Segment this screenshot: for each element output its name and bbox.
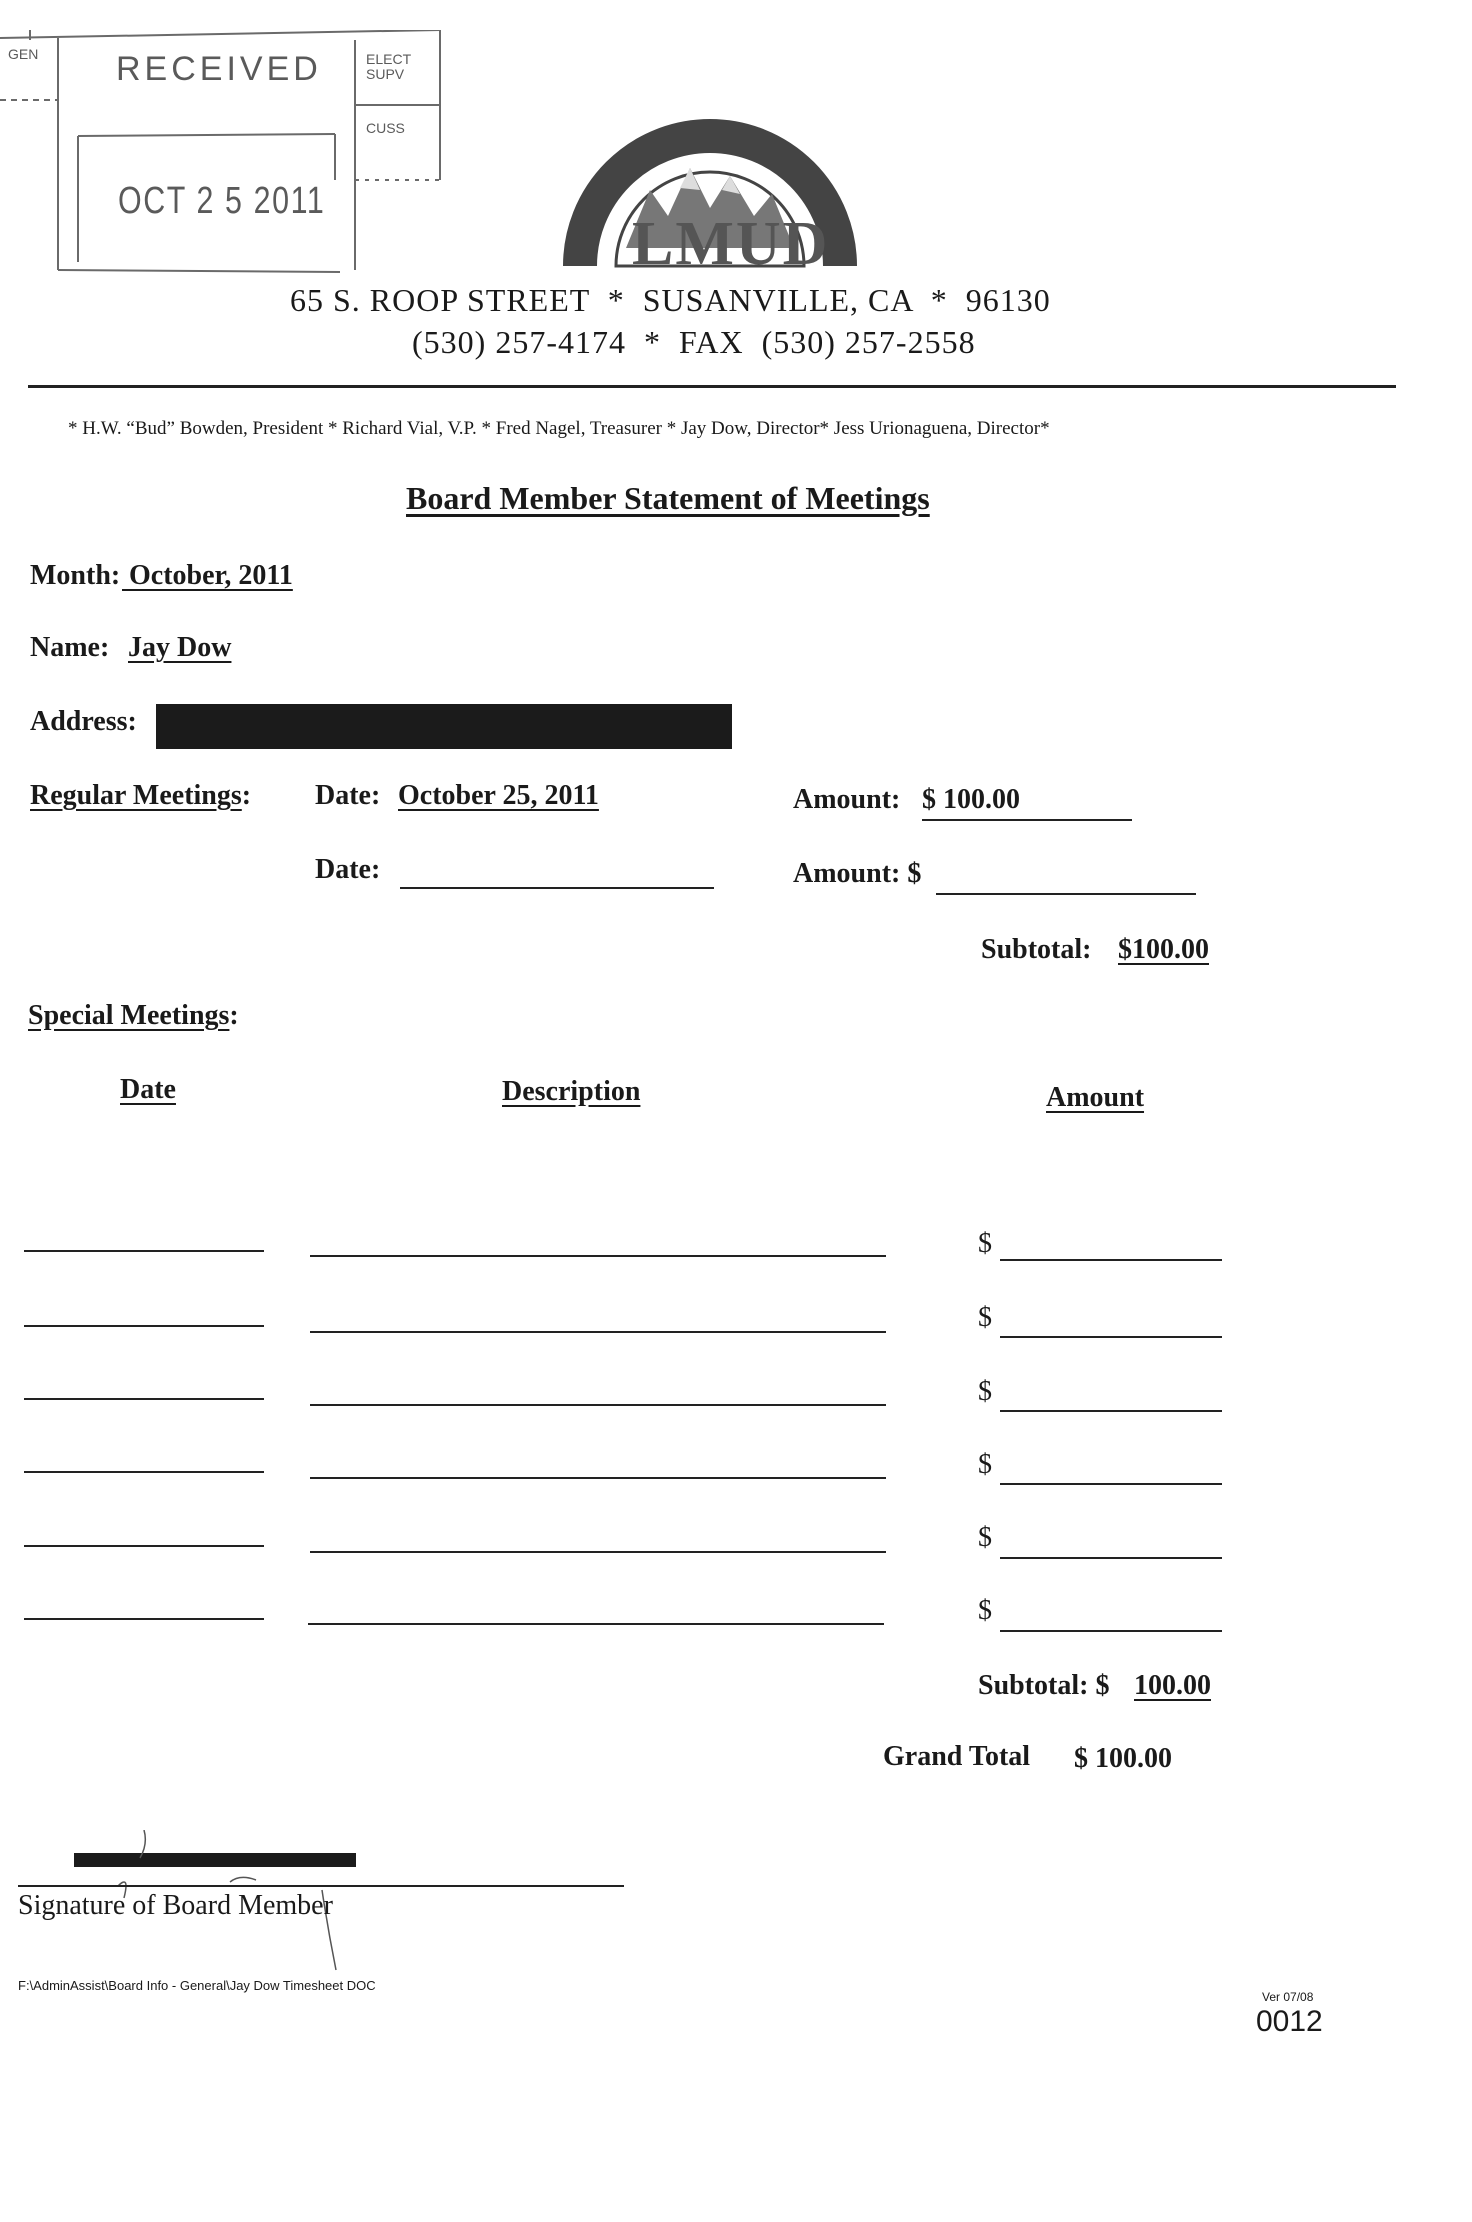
row-description-line: [310, 1331, 886, 1333]
regular-amount2-label: Amount: $: [793, 858, 922, 889]
row-date-line: [24, 1325, 264, 1327]
stamp-box-label-elect: ELECT SUPV: [366, 51, 411, 82]
grand-total-label: Grand Total: [883, 1741, 1031, 1772]
col-header-date: Date: [120, 1074, 176, 1105]
version-label: Ver 07/08: [1262, 1990, 1314, 2004]
regular-date-label: Date:: [315, 780, 381, 811]
regular-date2-line: [400, 887, 714, 889]
board-members-line: * H.W. “Bud” Bowden, President * Richard Vial, V.P. * Fred Nagel, Treasurer * Jay Dow, Director* Jess Urionaguena, Director*: [68, 418, 1050, 439]
address-label: Address:: [30, 706, 137, 737]
row-date-line: [24, 1618, 264, 1620]
lmud-arc-text: LASSEN MUNICIPAL UTILITY DISTRICT: [542, 98, 870, 248]
address-redaction: [156, 704, 732, 749]
subtotal2-value: 100.00: [1134, 1670, 1211, 1701]
row-date-line: [24, 1545, 264, 1547]
grand-total-value: $ 100.00: [1074, 1743, 1172, 1774]
regular-amount-label: Amount:: [793, 784, 901, 815]
col-header-description: Description: [502, 1076, 641, 1107]
row-dollar-sign: $: [978, 1302, 992, 1333]
row-dollar-sign: $: [978, 1449, 992, 1480]
stamp-date: OCT 2 5 2011: [118, 180, 326, 222]
row-amount-line: [1000, 1483, 1222, 1485]
row-date-line: [24, 1471, 264, 1473]
regular-meetings-label: Regular Meetings:: [30, 780, 252, 811]
lmud-logo: [540, 98, 880, 278]
row-amount-line: [1000, 1630, 1222, 1632]
row-description-line: [310, 1551, 886, 1553]
row-amount-line: [1000, 1259, 1222, 1261]
stamp-received-text: RECEIVED: [116, 50, 322, 88]
received-stamp: [0, 30, 450, 310]
header-divider: [28, 385, 1396, 388]
row-description-line: [310, 1404, 886, 1406]
col-header-amount: Amount: [1046, 1082, 1145, 1113]
subtotal1-value: $100.00: [1118, 934, 1209, 965]
subtotal2-label: Subtotal: $: [978, 1670, 1110, 1701]
lmud-monogram: LMUD: [632, 210, 830, 278]
regular-date2-label: Date:: [315, 854, 381, 885]
regular-date-value: October 25, 2011: [398, 780, 599, 811]
subtotal1-label: Subtotal:: [981, 934, 1092, 965]
regular-amount-value: $ 100.00: [922, 784, 1020, 815]
lmud-logo-graphic: [540, 98, 880, 278]
row-dollar-sign: $: [978, 1595, 992, 1626]
row-description-line: [308, 1623, 884, 1625]
stamp-box-label-gen: GEN: [8, 46, 39, 62]
row-dollar-sign: $: [978, 1522, 992, 1553]
row-amount-line: [1000, 1410, 1222, 1412]
header-address-line: 65 S. ROOP STREET * SUSANVILLE, CA * 96130: [290, 282, 1051, 318]
special-meetings-label: Special Meetings:: [28, 1000, 239, 1031]
row-description-line: [310, 1477, 886, 1479]
header-phone-line: (530) 257-4174 * FAX (530) 257-2558: [412, 324, 976, 360]
row-amount-line: [1000, 1557, 1222, 1559]
name-label: Name:: [30, 632, 110, 663]
month-label: Month:: [30, 560, 121, 591]
file-path: F:\AdminAssist\Board Info - General\Jay Dow Timesheet DOC: [18, 1978, 376, 1993]
signature-line: [18, 1885, 624, 1887]
name-value: Jay Dow: [128, 632, 232, 663]
row-dollar-sign: $: [978, 1376, 992, 1407]
form-title: Board Member Statement of Meetings: [406, 480, 930, 516]
row-amount-line: [1000, 1336, 1222, 1338]
regular-amount-line: [922, 819, 1132, 821]
signature-label: Signature of Board Member: [18, 1890, 333, 1921]
page-number: 0012: [1256, 2005, 1323, 2038]
row-date-line: [24, 1398, 264, 1400]
row-date-line: [24, 1250, 264, 1252]
regular-amount2-line: [936, 893, 1196, 895]
row-dollar-sign: $: [978, 1228, 992, 1259]
stamp-box-label-cuss: CUSS: [366, 120, 405, 136]
row-description-line: [310, 1255, 886, 1257]
month-value: October, 2011: [122, 560, 293, 591]
